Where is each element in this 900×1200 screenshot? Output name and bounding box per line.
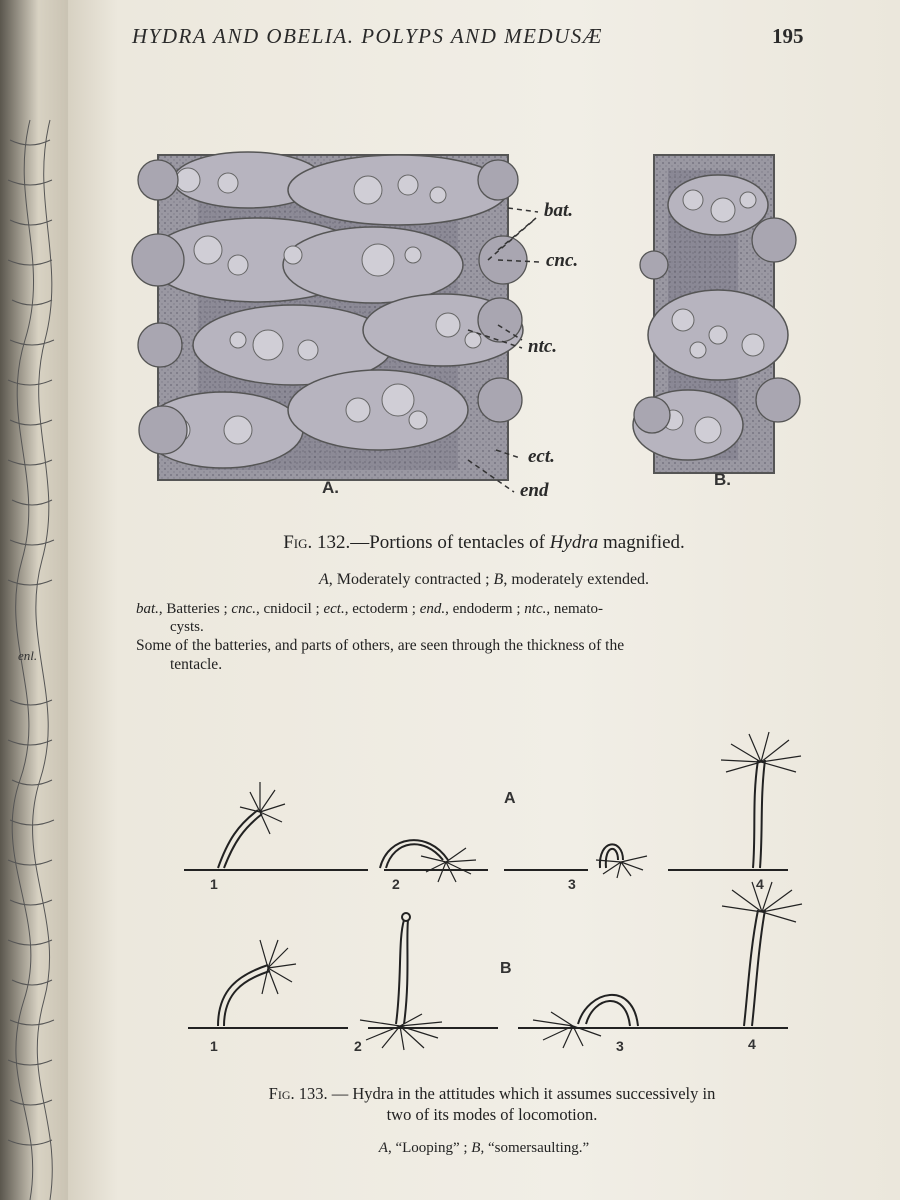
figure-132-subcaption: A, Moderately contracted ; B, moderately extended.	[318, 571, 650, 588]
label-ntc: ntc.	[528, 336, 558, 357]
tentacle-panel-b	[633, 155, 800, 473]
row-a-number-2: 2	[392, 876, 400, 892]
left-page-illustration	[0, 0, 70, 1200]
row-b-number-1: 1	[210, 1038, 218, 1054]
margin-label: enl.	[18, 648, 38, 663]
page-number: 195	[772, 24, 804, 48]
label-cnc: cnc.	[546, 250, 579, 271]
book-page	[68, 0, 900, 1200]
label-bat: bat.	[544, 200, 574, 221]
row-b-number-2: 2	[354, 1038, 362, 1054]
figure-133-caption: Fig. 133. — Hydra in the attitudes which it assumes successively in two of its modes of locomotion.	[268, 1084, 716, 1124]
row-a-label: A	[504, 790, 516, 807]
figure-132-illustration	[68, 0, 900, 520]
row-a-number-1: 1	[210, 876, 218, 892]
figure-133-illustration	[68, 740, 900, 1060]
label-end: end	[520, 480, 549, 501]
row-a-number-3: 3	[568, 876, 576, 892]
tentacle-panel-a	[132, 152, 527, 480]
figure-133-subcaption: A, “Looping” ; B, “somersaulting.”	[378, 1140, 590, 1156]
label-ect: ect.	[528, 446, 555, 467]
figure-132-caption: Fig. 132.—Portions of tentacles of Hydra magnified.	[283, 532, 685, 553]
figure-132-legend: bat., Batteries ; cnc., cnidocil ; ect., ectoderm ; end., endoderm ; ntc., nemato- cysts.	[136, 601, 604, 635]
panel-b-label: B.	[714, 470, 731, 489]
row-a-number-4: 4	[756, 876, 764, 892]
row-b-number-3: 3	[616, 1038, 624, 1054]
panel-a-label: A.	[322, 478, 339, 497]
row-b-label: B	[500, 960, 512, 977]
row-b-number-4: 4	[748, 1036, 756, 1052]
figure-132-note: Some of the batteries, and parts of others, are seen through the thickness of the tentacle.	[136, 637, 625, 673]
running-header: HYDRA AND OBELIA. POLYPS AND MEDUSÆ	[132, 24, 603, 48]
left-page-edge	[0, 0, 70, 1200]
